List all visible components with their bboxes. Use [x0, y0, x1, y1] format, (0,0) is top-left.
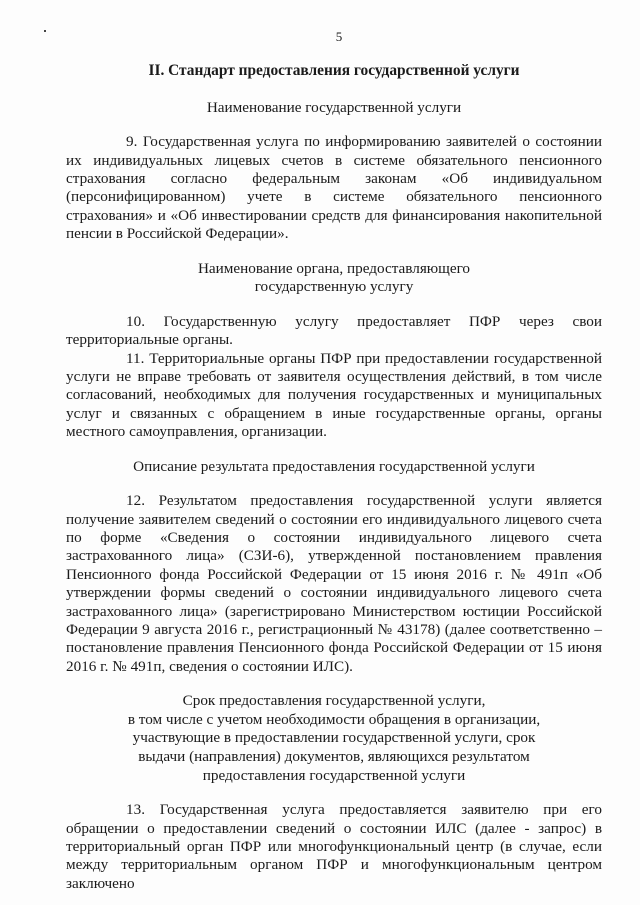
heading-service-name: Наименование государственной услуги [206, 98, 462, 116]
heading-term-line-5: предоставления государственной услуги [202, 766, 466, 784]
heading-authority-line-2: государственную услугу [254, 278, 414, 296]
heading-term-line-1: Срок предоставления государственной услуги, [182, 692, 486, 710]
heading-term-line-3: участвующие в предоставлении государственной услуги, срок [132, 729, 536, 747]
scan-speck [44, 30, 46, 32]
paragraph-10: 10. Государственную услугу предоставляет ПФР через свои территориальные органы. [66, 312, 602, 349]
heading-authority-line-1: Наименование органа, предоставляющего [197, 259, 471, 277]
heading-result: Описание результата предоставления государственной услуги [133, 457, 535, 475]
page-number: 5 [335, 29, 343, 44]
section-title: II. Стандарт предоставления государственной услуги [148, 62, 520, 80]
heading-term-line-4: выдачи (направления) документов, являющихся результатом [138, 747, 530, 765]
paragraph-9: 9. Государственная услуга по информированию заявителей о состоянии их индивидуальных лицевых счетов в системе обязательного пенсионного страхования согласно федеральным законам «Об индивидуальном (персонифицированном) учете в системе обязательного пенсионного страхования» и «Об инвестировании средств для финансирования накопительной пенсии в Российской Федерации». [66, 133, 602, 243]
paragraph-13: 13. Государственная услуга предоставляется заявителю при его обращении о предоставлении сведений о состоянии ИЛС (далее - запрос) в территориальный орган ПФР или многофункциональный центр (в случае, если между территориальным органом ПФР и многофункциональным центром заключено [66, 801, 602, 892]
heading-term-line-2: в том числе с учетом необходимости обращения в организации, [127, 710, 541, 728]
heading-authority [66, 260, 602, 297]
paragraph-12: 12. Результатом предоставления государственной услуги является получение заявителем сведений о состоянии его индивидуального лицевого счета по форме «Сведения о состоянии индивидуального лицевого счета застрахованного лица» (СЗИ-6), утвержденной постановлением правления Пенсионного фонда Российской Федерации от 15 июня 2016 г. № 491п «Об утверждении формы сведений о состоянии индивидуального лицевого счета застрахованного лица» (зарегистрировано Министерством юстиции Российской Федерации 9 августа 2016 г., регистрационный № 43178) (далее соответственно – постановление правления Пенсионного фонда Российской Федерации от 15 июня 2016 г. № 491п, сведения о состоянии ИЛС). [66, 492, 602, 675]
paragraph-11: 11. Территориальные органы ПФР при предоставлении государственной услуги не вправе требовать от заявителя осуществления действий, в том числе согласований, необходимых для получения государственных и муниципальных услуг и связанных с обращением в иные государственные органы, органы местного самоуправления, организации. [66, 349, 602, 441]
heading-term [66, 692, 602, 785]
